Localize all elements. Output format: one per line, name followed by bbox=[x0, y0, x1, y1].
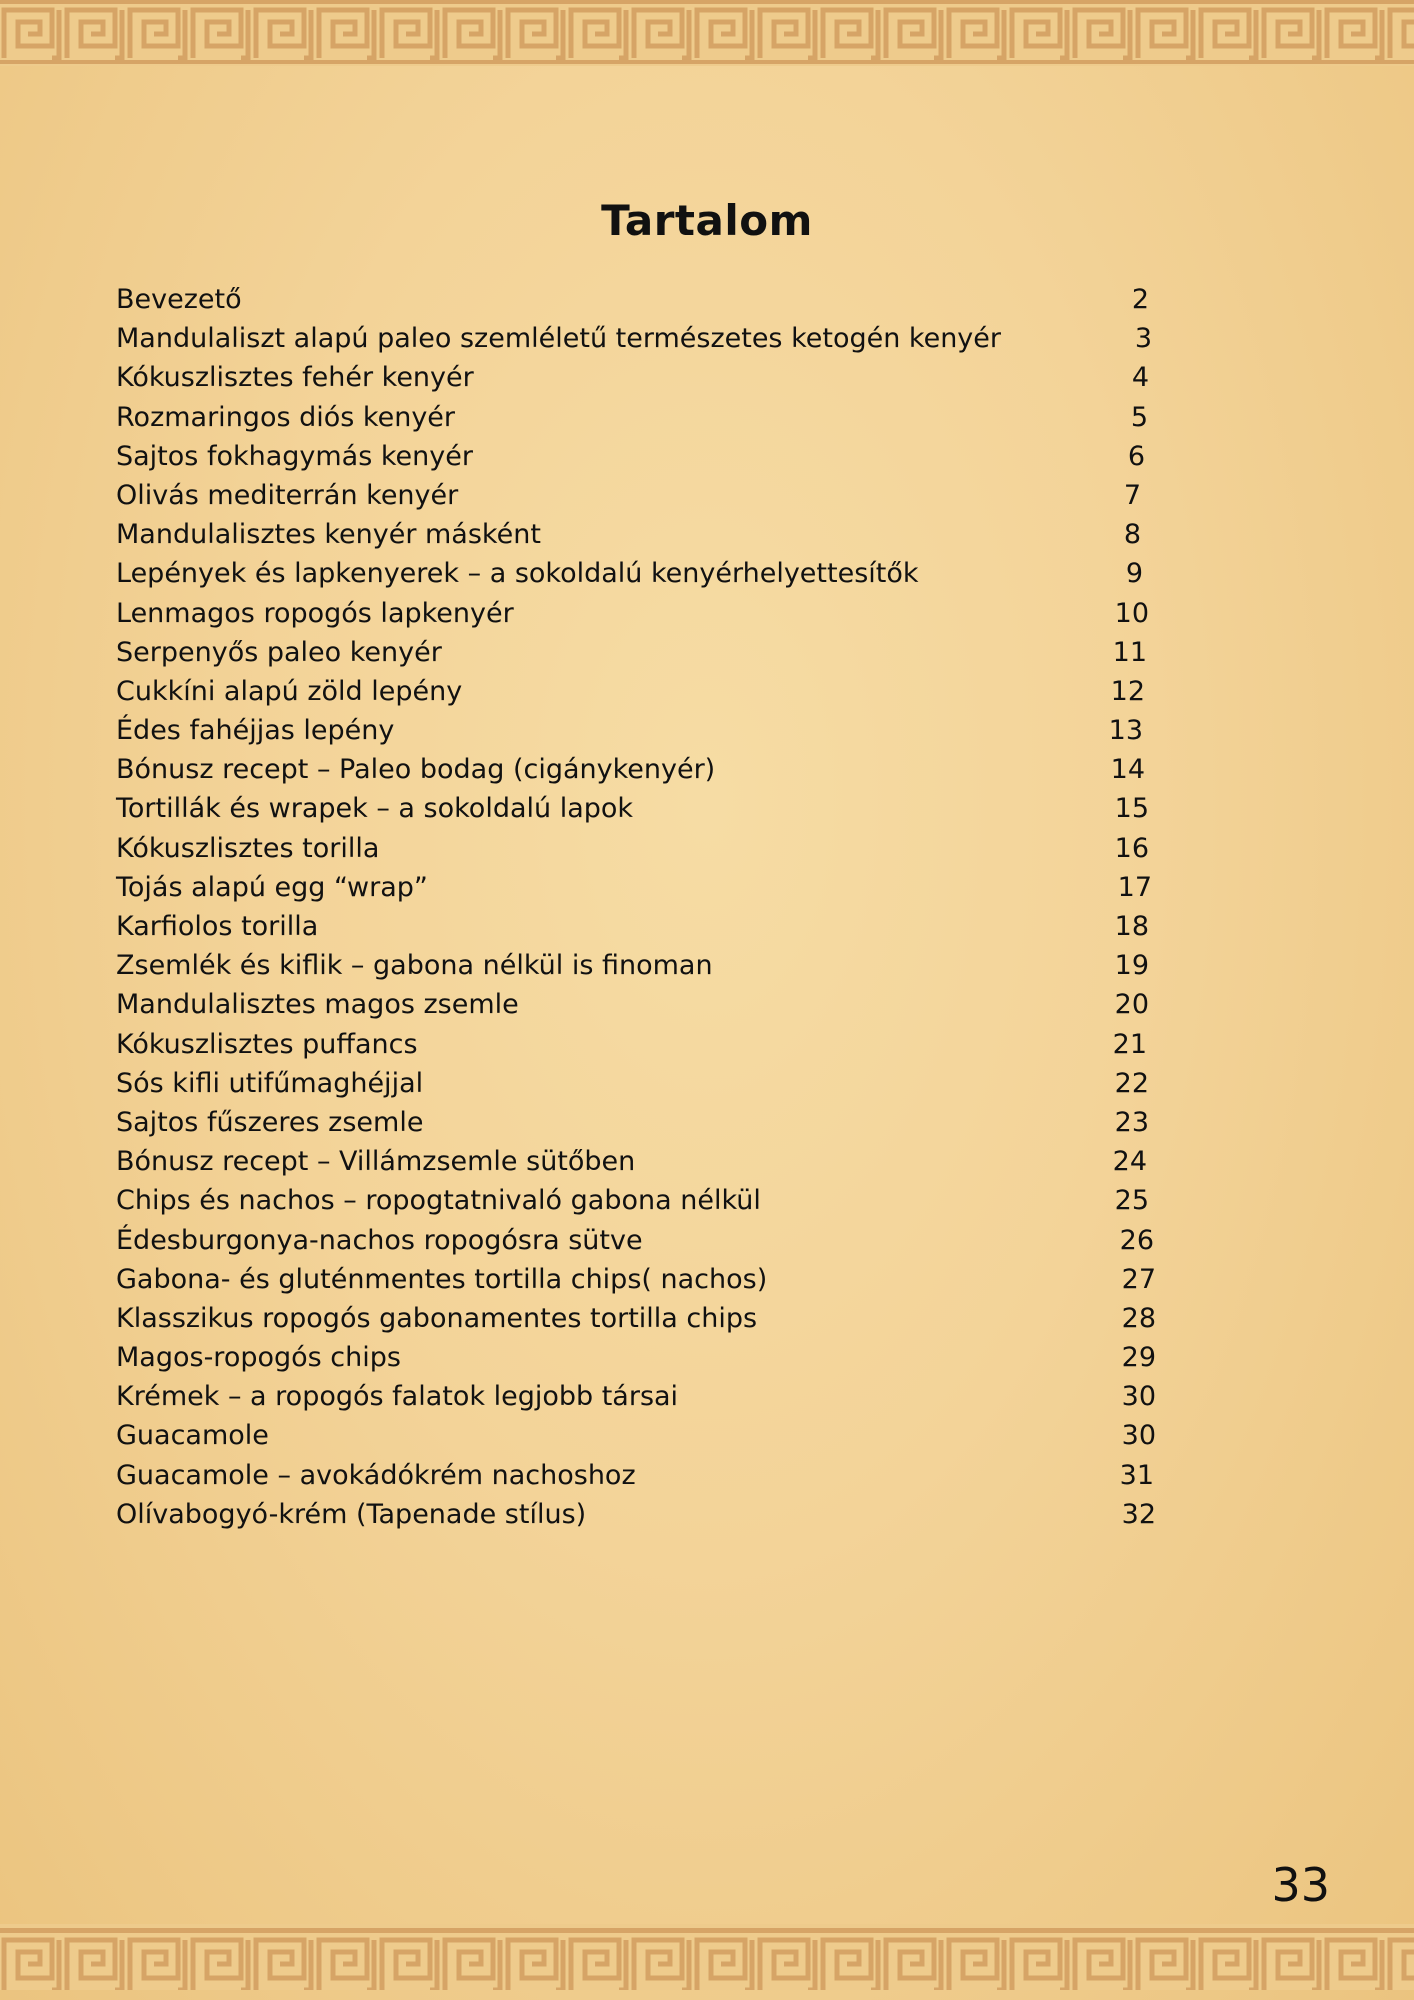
toc-entry-title: Bónusz recept – Paleo bodag (cigánykenyér) bbox=[116, 754, 716, 786]
toc-entry-page: 29 bbox=[1121, 1342, 1156, 1374]
table-of-contents bbox=[116, 280, 1196, 1534]
toc-entry bbox=[116, 946, 1196, 985]
toc-entry-title: Lenmagos ropogós lapkenyér bbox=[116, 597, 514, 629]
toc-entry bbox=[116, 1377, 1196, 1416]
toc-entry-page: 24 bbox=[1112, 1146, 1147, 1178]
toc-entry-title: Guacamole bbox=[116, 1420, 269, 1452]
toc-entry bbox=[116, 1064, 1196, 1103]
toc-entry-title: Édesburgonya-nachos ropogósra sütve bbox=[116, 1224, 643, 1256]
toc-entry-page: 5 bbox=[1130, 401, 1148, 433]
toc-entry-title: Sós kifli utifűmaghéjjal bbox=[116, 1067, 424, 1099]
toc-entry-page: 26 bbox=[1119, 1224, 1154, 1256]
toc-entry-title: Tojás alapú egg “wrap” bbox=[116, 871, 428, 903]
toc-entry-page: 16 bbox=[1114, 832, 1149, 864]
toc-entry-title: Serpenyős paleo kenyér bbox=[116, 636, 442, 668]
toc-entry bbox=[116, 515, 1196, 554]
toc-entry bbox=[116, 280, 1196, 319]
toc-entry-title: Guacamole – avokádókrém nachoshoz bbox=[116, 1459, 636, 1491]
toc-entry bbox=[116, 437, 1196, 476]
toc-entry-page: 10 bbox=[1114, 597, 1149, 629]
toc-entry-page: 30 bbox=[1121, 1381, 1156, 1413]
toc-entry bbox=[116, 1221, 1196, 1260]
toc-entry bbox=[116, 1025, 1196, 1064]
toc-entry bbox=[116, 1103, 1196, 1142]
toc-entry bbox=[116, 476, 1196, 515]
toc-entry bbox=[116, 1260, 1196, 1299]
toc-entry-title: Bónusz recept – Villámzsemle sütőben bbox=[116, 1146, 636, 1178]
toc-entry-page: 31 bbox=[1119, 1459, 1154, 1491]
toc-entry-title: Olivás mediterrán kenyér bbox=[116, 479, 459, 511]
toc-entry-title: Olívabogyó-krém (Tapenade stílus) bbox=[116, 1498, 587, 1530]
greek-key-pattern-bottom bbox=[0, 1924, 1414, 1990]
toc-entry-title: Kókuszlisztes torilla bbox=[116, 832, 380, 864]
toc-entry-page: 17 bbox=[1117, 871, 1152, 903]
toc-entry-page: 27 bbox=[1121, 1263, 1156, 1295]
toc-entry bbox=[116, 554, 1196, 593]
toc-entry bbox=[116, 633, 1196, 672]
toc-entry-title: Édes fahéjjas lepény bbox=[116, 715, 395, 747]
toc-entry-title: Tortillák és wrapek – a sokoldalú lapok bbox=[116, 793, 634, 825]
toc-entry-title: Mandulalisztes magos zsemle bbox=[116, 989, 519, 1021]
toc-entry-page: 21 bbox=[1112, 1028, 1147, 1060]
toc-entry-page: 4 bbox=[1131, 362, 1149, 394]
toc-entry-title: Rozmaringos diós kenyér bbox=[116, 401, 456, 433]
toc-entry-title: Karfiolos torilla bbox=[116, 911, 319, 942]
toc-entry bbox=[116, 829, 1196, 868]
toc-entry-page: 6 bbox=[1127, 440, 1145, 472]
toc-entry-page: 11 bbox=[1112, 636, 1147, 668]
toc-entry bbox=[116, 398, 1196, 437]
toc-entry-page: 20 bbox=[1114, 989, 1149, 1021]
toc-entry bbox=[116, 868, 1196, 907]
page-title: Tartalom bbox=[601, 196, 813, 246]
toc-entry-page: 28 bbox=[1121, 1302, 1156, 1334]
toc-entry-page: 7 bbox=[1123, 479, 1141, 511]
toc-entry-page: 2 bbox=[1131, 284, 1149, 315]
toc-entry-page: 23 bbox=[1114, 1106, 1149, 1138]
toc-entry bbox=[116, 1142, 1196, 1181]
page-number: 33 bbox=[1271, 1858, 1330, 1912]
toc-entry-title: Gabona- és gluténmentes tortilla chips( nachos) bbox=[116, 1263, 768, 1295]
toc-entry-page: 19 bbox=[1114, 950, 1149, 982]
toc-entry bbox=[116, 319, 1196, 358]
toc-entry bbox=[116, 1338, 1196, 1377]
toc-entry bbox=[116, 711, 1196, 750]
toc-entry-title: Zsemlék és kiflik – gabona nélkül is finoman bbox=[116, 950, 713, 982]
toc-entry bbox=[116, 1299, 1196, 1338]
toc-entry-title: Mandulaliszt alapú paleo szemléletű természetes ketogén kenyér bbox=[116, 323, 1002, 355]
toc-entry-page: 13 bbox=[1108, 715, 1143, 747]
toc-entry-page: 12 bbox=[1110, 675, 1145, 707]
toc-entry-title: Lepények és lapkenyerek – a sokoldalú kenyérhelyettesítők bbox=[116, 558, 919, 590]
toc-entry-page: 25 bbox=[1114, 1185, 1149, 1217]
toc-entry bbox=[116, 985, 1196, 1024]
toc-entry-title: Mandulalisztes kenyér másként bbox=[116, 519, 541, 551]
toc-entry-title: Bevezető bbox=[116, 284, 242, 315]
toc-entry-title: Cukkíni alapú zöld lepény bbox=[116, 675, 463, 707]
toc-entry bbox=[116, 789, 1196, 828]
toc-entry-title: Krémek – a ropogós falatok legjobb társai bbox=[116, 1381, 679, 1413]
toc-entry-title: Sajtos fűszeres zsemle bbox=[116, 1106, 424, 1138]
toc-entry-page: 14 bbox=[1110, 754, 1145, 786]
toc-entry-page: 22 bbox=[1114, 1067, 1149, 1099]
greek-key-border-top bbox=[0, 0, 1414, 66]
greek-key-pattern-top bbox=[0, 0, 1414, 66]
toc-entry bbox=[116, 1181, 1196, 1220]
toc-entry-page: 8 bbox=[1123, 519, 1141, 551]
toc-entry bbox=[116, 1456, 1196, 1495]
toc-entry bbox=[116, 1495, 1196, 1534]
toc-entry-title: Kókuszlisztes puffancs bbox=[116, 1028, 418, 1060]
toc-entry-title: Klasszikus ropogós gabonamentes tortilla chips bbox=[116, 1302, 758, 1334]
toc-entry-page: 32 bbox=[1121, 1498, 1156, 1530]
toc-entry-title: Kókuszlisztes fehér kenyér bbox=[116, 362, 474, 394]
toc-entry bbox=[116, 1416, 1196, 1455]
greek-key-border-bottom bbox=[0, 1924, 1414, 1990]
toc-entry bbox=[116, 594, 1196, 633]
toc-entry bbox=[116, 672, 1196, 711]
toc-entry bbox=[116, 907, 1196, 946]
toc-entry-page: 15 bbox=[1114, 793, 1149, 825]
toc-entry-page: 30 bbox=[1121, 1420, 1156, 1452]
toc-entry-title: Magos-ropogós chips bbox=[116, 1342, 401, 1374]
toc-entry-page: 18 bbox=[1114, 911, 1149, 942]
toc-entry-title: Sajtos fokhagymás kenyér bbox=[116, 440, 473, 472]
toc-entry-page: 9 bbox=[1125, 558, 1143, 590]
toc-entry bbox=[116, 750, 1196, 789]
toc-entry-page: 3 bbox=[1134, 323, 1152, 355]
toc-entry-title: Chips és nachos – ropogtatnivaló gabona nélkül bbox=[116, 1185, 761, 1217]
toc-entry bbox=[116, 358, 1196, 397]
